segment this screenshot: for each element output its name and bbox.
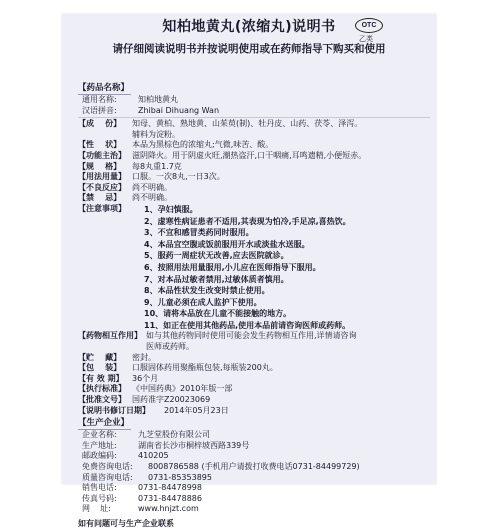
leaflet-body [78,81,430,529]
indications-row [78,151,430,162]
row-label: 【禁 忌】 [78,193,122,203]
ingredients-extra-row [78,130,430,141]
row-label: 【说明书修订日期】 [78,405,150,415]
row-label: 企业名称: [82,430,117,440]
row-label: 【批准文号】 [78,395,126,405]
interactions-extra-row [78,342,430,353]
list-item: 6、按照用法用量服用,小儿应在医师指导下服用。 [144,262,321,272]
row-value: Zhibai Dihuang Wan [138,105,220,115]
website-row [78,504,430,515]
row-label: 【功能主治】 [78,150,126,160]
row-label: 【药物相互作用】 [78,331,142,341]
free-hotline-row [78,462,430,473]
row-value: 2014年05月23日 [164,405,229,415]
row-value: 0731-85353895 [148,472,212,482]
list-item: 1、孕妇慎服。 [144,204,198,214]
fax-row [78,494,430,505]
list-item: 5、服药一周症状无改善,应去医院就诊。 [144,251,289,261]
row-label: 【包 装】 [78,363,122,373]
row-value: 知柏地黄丸 [138,95,178,104]
interactions-row [78,331,430,342]
row-value: 尚不明确。 [132,193,172,203]
address-row [78,441,430,452]
row-value: 国药准字Z20023069 [132,395,211,405]
list-item: 4、本品宜空腹或饭前服用开水或淡盐水送服。 [144,239,310,249]
row-value: www.hnjzt.com [138,504,199,514]
row-value: 36个月 [132,373,159,383]
row-value: 本品为黑棕色的浓缩丸;气微,味苦、酸。 [132,140,274,150]
row-value: 8008786588 (手机用户请拨打收费电话0731-84499729) [148,462,360,471]
row-label: 【用法用量】 [78,172,126,182]
contact-footer: 如有问题可与生产企业联系 [78,518,174,528]
row-value: 湖南省长沙市桐梓坡西路339号 [138,440,250,450]
row-value: 尚不明确。 [132,182,172,192]
row-label: 邮政编码: [82,451,117,461]
standard-row [78,384,430,395]
shelf-life-row [78,374,430,385]
pinyin-name-row [78,106,430,117]
row-label: 【规 格】 [78,161,122,171]
packaging-row [78,363,430,374]
precautions-row [78,204,430,215]
storage-row [78,353,430,364]
revision-date-row [78,406,430,417]
drug-name-section-label: 【药品名称】 [78,83,130,93]
row-label: 网 址: [82,504,111,514]
list-item: 2、虚寒性病证患者不适用,其表现为怕冷,手足凉,喜热饮。 [144,216,351,226]
dosage-row [78,172,430,183]
row-value: 辅料为淀粉。 [132,129,180,139]
row-label: 销售电话: [82,483,117,493]
list-item: 7、对本品过敏者禁用,过敏体质者慎用。 [144,274,289,284]
sales-phone-row [78,483,430,494]
ingredients-row [78,119,430,130]
manufacturer-section-label: 【生产企业】 [78,418,130,429]
generic-name-row [78,95,430,106]
adverse-reactions-row [78,183,430,194]
row-label: 汉语拼音: [82,105,117,115]
row-label: 免费咨询电话: [82,462,133,471]
precautions-list [78,204,430,332]
row-value: 密封。 [132,352,156,362]
row-label: 【注意事项】 [78,203,126,213]
row-value: 口服。一次8丸,一日3次。 [132,172,225,182]
list-item: 10、请将本品放在儿童不能接触的地方。 [144,309,292,319]
appearance-row [78,140,430,151]
otc-badge: OTC [355,18,383,33]
row-value: 九芝堂股份有限公司 [138,430,210,440]
list-item: 8、本品性状发生改变时禁止使用。 [144,286,270,296]
list-item: 11、如正在使用其他药品,使用本品前请咨询医师或药师。 [144,320,351,330]
row-value: 0731-84478886 [138,493,202,503]
postal-code-row [78,451,430,462]
company-name-row [78,430,430,441]
leaflet-title: 知柏地黄丸(浓缩丸)说明书 [162,19,336,35]
row-value: 滋阴降火。用于阴虚火旺,潮热盗汗,口干咽痛,耳鸣遗精,小便短赤。 [132,150,367,160]
quality-hotline-row [78,473,430,484]
row-value: 知母、黄柏、熟地黄、山茱萸(制)、牡丹皮、山药、茯苓、泽泻。 [132,119,363,129]
list-item: 9、儿童必须在成人监护下使用。 [144,297,262,307]
row-label: 通用名称: [82,95,117,104]
row-label: 【不良反应】 [78,182,126,192]
usage-notice: 请仔细阅读说明书并按说明使用或在药师指导下购买和使用 [112,43,386,55]
row-value: 口服固体药用聚酯瓶包装,每瓶装200丸。 [132,363,278,373]
row-label: 【性 状】 [78,140,122,150]
row-label: 传真号码: [82,493,117,503]
instruction-leaflet [62,14,436,528]
row-value: 410205 [138,451,169,461]
list-item: 3、不宜和感冒类药同时服用。 [144,228,254,238]
row-value: 如与其他药物同时使用可能会发生药物相互作用,详情请咨询 [146,331,357,341]
row-label: 【有 效 期】 [78,373,124,383]
row-label: 生产地址: [82,440,117,450]
row-value: 《中国药典》2010年版一部 [132,384,233,394]
otc-class-label: 乙类 [359,35,373,43]
row-value: 医师或药师。 [146,342,194,352]
row-label: 【成 份】 [78,119,122,129]
approval-number-row [78,395,430,406]
specification-row [78,162,430,173]
row-value: 每8丸重1.7克 [132,161,182,171]
contraindications-row [78,193,430,204]
leaflet-header [62,14,436,74]
row-value: 0731-84478998 [138,483,202,493]
row-label: 【执行标准】 [78,384,126,394]
row-label: 【贮 藏】 [78,352,122,362]
row-label: 质量咨询电话: [82,472,133,482]
